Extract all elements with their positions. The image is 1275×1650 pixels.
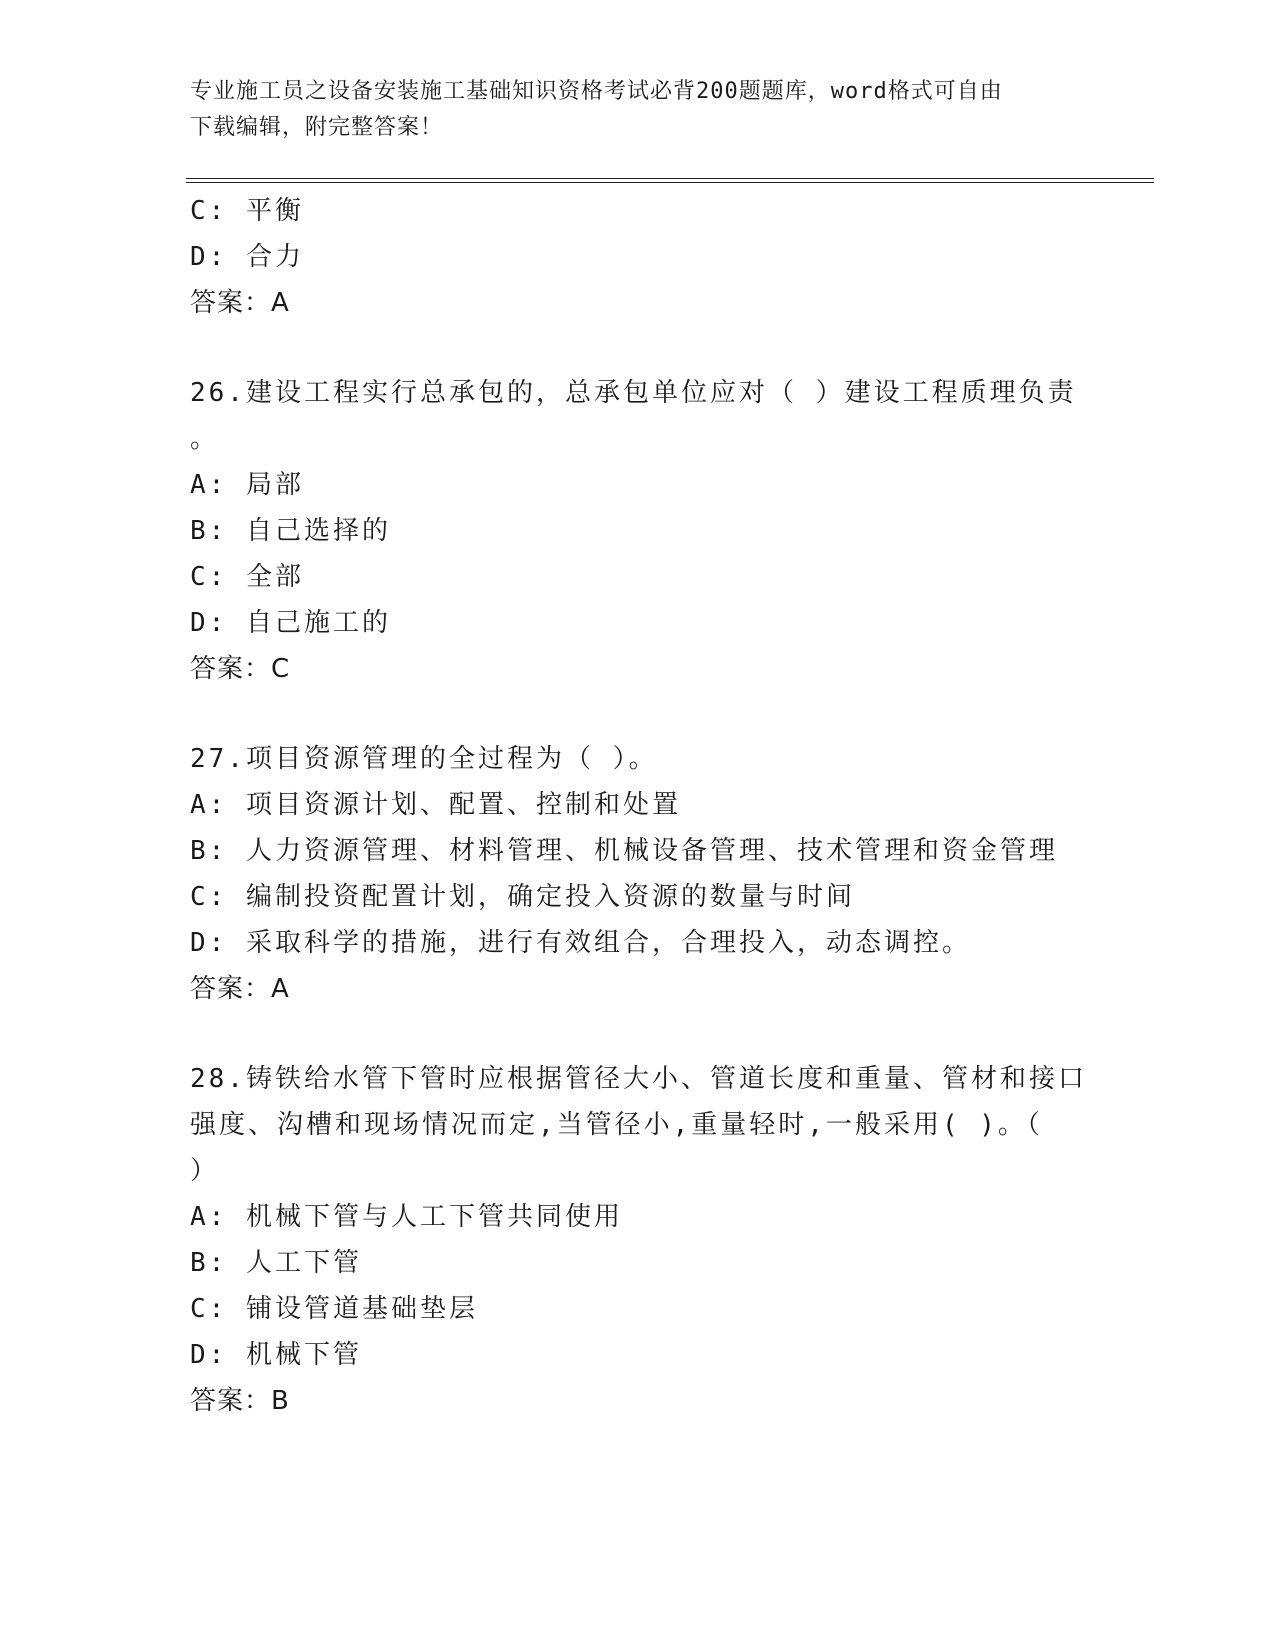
question-list <box>190 188 1090 1424</box>
document-header <box>190 74 1070 146</box>
option-a: A: 项目资源计划、配置、控制和处置 <box>190 790 681 820</box>
option-c: C: 编制投资配置计划，确定投入资源的数量与时间 <box>190 882 855 912</box>
option-a: A: 局部 <box>190 470 304 500</box>
question-stem: 27.项目资源管理的全过程为（ ）。 <box>190 744 658 774</box>
header-rule-bottom <box>186 182 1154 183</box>
question-stem-cont: ） <box>190 1156 220 1186</box>
question-stem-cont: 强度、沟槽和现场情况而定,当管径小,重量轻时,一般采用( )。（ <box>190 1110 1043 1140</box>
answer-label: 答案：B <box>190 1386 290 1416</box>
question-27 <box>190 736 1090 1012</box>
option-d: D: 合力 <box>190 242 304 272</box>
header-line-2: 下载编辑，附完整答案！ <box>190 115 444 140</box>
question-stem: 28.铸铁给水管下管时应根据管径大小、管道长度和重量、管材和接口 <box>190 1064 1087 1094</box>
question-26 <box>190 370 1090 692</box>
option-d: D: 机械下管 <box>190 1340 362 1370</box>
question-stem: 26.建设工程实行总承包的，总承包单位应对（ ）建设工程质理负责 <box>190 378 1077 408</box>
header-rule-top <box>186 178 1154 179</box>
question-28 <box>190 1056 1090 1424</box>
option-c: C: 平衡 <box>190 196 304 226</box>
answer-label: 答案：C <box>190 654 291 684</box>
option-d: D: 采取科学的措施，进行有效组合，合理投入，动态调控。 <box>190 928 971 958</box>
answer-label: 答案：A <box>190 288 290 318</box>
option-b: B: 自己选择的 <box>190 516 391 546</box>
option-d: D: 自己施工的 <box>190 608 391 638</box>
header-line-1: 专业施工员之设备安装施工基础知识资格考试必背200题题库，word格式可自由 <box>190 79 1003 104</box>
option-b: B: 人力资源管理、材料管理、机械设备管理、技术管理和资金管理 <box>190 836 1058 866</box>
option-c: C: 铺设管道基础垫层 <box>190 1294 478 1324</box>
option-b: B: 人工下管 <box>190 1248 362 1278</box>
option-c: C: 全部 <box>190 562 304 592</box>
answer-label: 答案：A <box>190 974 290 1004</box>
question-stem-cont: 。 <box>190 424 220 454</box>
option-a: A: 机械下管与人工下管共同使用 <box>190 1202 623 1232</box>
question-25 <box>190 188 1090 326</box>
